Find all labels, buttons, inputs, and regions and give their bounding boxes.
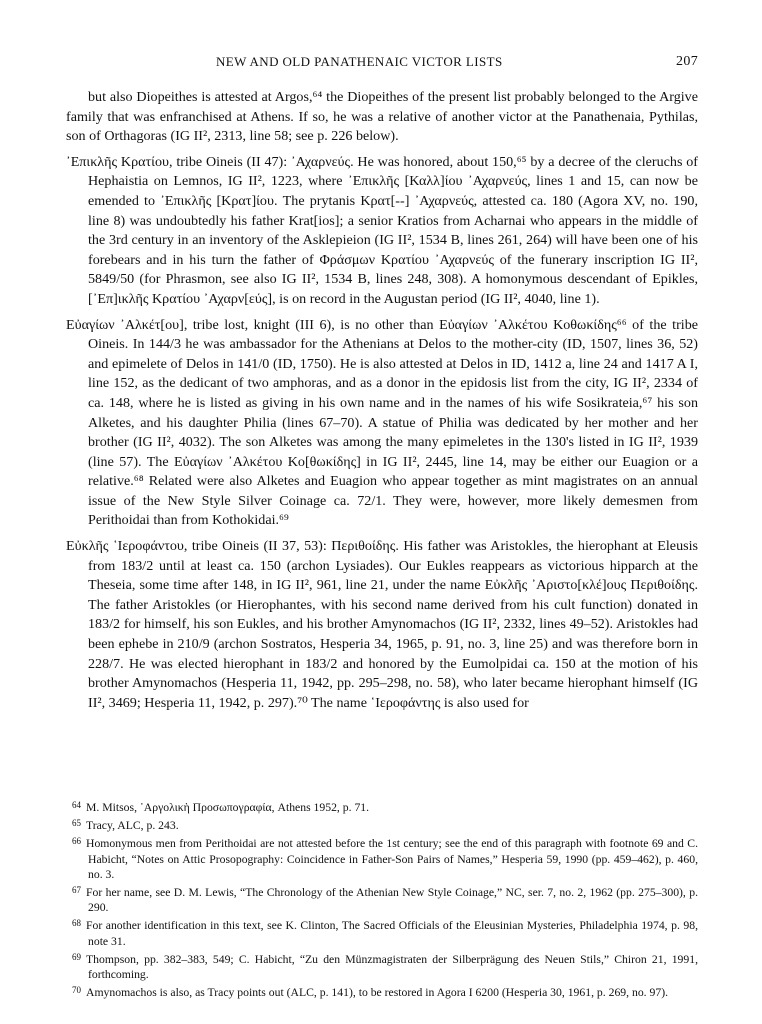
footnote-number: 64 (72, 800, 81, 810)
footnote-68 (66, 916, 698, 948)
footnote-text: M. Mitsos, ᾿Αργολικὴ Προσωπογραφία, Athens 1952, p. 71. (86, 801, 370, 814)
footnote-64 (66, 798, 698, 815)
footnote-number: 65 (72, 818, 81, 829)
footnote-text: Homonymous men from Perithoidai are not attested before the 1st century; see the end of this paragraph with footnote 69 and C. Habicht, “Notes on Attic Prosopography: Coincidence in Father-Son Pairs of Names,” Hesperia 59, 1990 (pp. 459–462), p. 460, no. 3. (86, 837, 698, 881)
entry-eukles: Εὐκλῆς ῾Ιεροφάντου, tribe Oineis (II 37, 53): Περιθοίδης. His father was Aristokles, the hierophant at Eleusis from 183/2 until at least ca. 150 (archon Lysiades). Our Eukles reappears as victorious hipparch at the Theseia, some time after 148, in IG II², 961, line 21, under the name Εὐκλῆς ᾿Αριστο[κλέ]ους Περιθοίδης. The father Aristokles (or Hierophantes, with his second name derived from his cult function) donated in 183/2 for himself, his son Eukles, and his brother Amynomachos (IG II², 2332, lines 49–52). Aristokles had been ephebe in 210/9 (archon Sostratos, Hesperia 34, 1965, p. 91, no. 3, line 25) and was therefore born in 228/7. He was elected hierophant in 183/2 and honored by the Eumolpidai ca. 150 at the motion of his brother Amynomachos (Hesperia 11, 1942, pp. 295–298, no. 58), who later became hierophant himself (IG II², 3469; Hesperia 11, 1942, p. 297).⁷⁰ The name ῾Ιεροφάντης is also used for (66, 538, 698, 711)
page-number: 207 (676, 54, 699, 69)
footnote-text: For her name, see D. M. Lewis, “The Chronology of the Athenian New Style Coinage,” NC, ser. 7, no. 2, 1962 (pp. 275–300), p. 290. (86, 886, 698, 915)
footnote-number: 67 (72, 885, 81, 896)
footnote-text: Tracy, ALC, p. 243. (86, 819, 179, 833)
footnote-number: 70 (72, 985, 81, 996)
running-title: NEW AND OLD PANATHENAIC VICTOR LISTS (216, 54, 503, 69)
footnote-69 (66, 950, 698, 982)
running-head (0, 52, 762, 72)
entry-epikles: ᾿Επικλῆς Κρατίου, tribe Oineis (II 47): ᾿Αχαρνεύς. He was honored, about 150,⁶⁵ by a decree of the cleruchs of Hephaistia on Lemnos, IG II², 1223, where ᾿Επικλῆς [Καλλ]ίου ᾿Αχαρνεύς, lines 1 and 15, can now be emended to ᾿Επικλῆς [Κρατ]ίου. The prytanis Κρατ[--] ᾿Αχαρνεύς, attested ca. 180 (Agora XV, no. 190, line 8) was undoubtedly his father Krat[ios]; a senior Kratios from Acharnai who appears in the middle of the 3rd century in an inventory of the Asklepieion (IG II², 1534 B, lines 261, 264) will have been one of his forebears and in his turn the father of Φράσμων Κρατίου ᾿Αχαρνεύς of the funerary inscription IG II², 5849/50 (for Phrasmon, see also IG II², 1534 B, lines 248, 308). A homonymous descendant of Epikles, [᾿Επ]ικλῆς Κρατίου ᾿Αχαρν[εύς], is on record in the Augustan period (IG II², 4040, line 1). (66, 153, 698, 307)
main-text (66, 88, 698, 719)
footnote-65 (66, 816, 698, 833)
entry-euagion: Εὐαγίων ᾿Αλκέτ[ου], tribe lost, knight (III 6), is no other than Εὐαγίων ᾿Αλκέτου Κοθωκίδης⁶⁶ of the tribe Oineis. In 144/3 he was ambassador for the Athenians at Delos to the mother-city (ID, 1507, lines 36, 52) and epimelete of Delos in 141/0 (ID, 1750). He is also attested at Delos in ID, 1412 a, line 24 and 1417 A I, line 152, as the dedicant of two amphoras, and as a donor in the epidosis list from the city, IG II², 2334 of ca. 148, where he is listed as giving in his own name and in the names of his wife Sosikrateia,⁶⁷ his son Alketes, and his daughter Philia (lines 67–70). A statue of Philia was dedicated by her mother and her brother (IG II², 4032). The son Alketes was among the many epimeletes in the 130's listed in IG II², 1939 (line 57). The Εὐαγίων ᾿Αλκέτου Κο[θωκίδης] in IG II², 2445, line 14, may be either our Euagion or a relative.⁶⁸ Related were also Alketes and Euagion who appear together as mint magistrates on an annual issue of the New Style Silver Coinage ca. 72/1. They were, however, more likely demesmen from Perithoidai than from Kothokidai.⁶⁹ (66, 316, 698, 529)
footnote-number: 68 (72, 918, 81, 929)
footnote-67 (66, 883, 698, 915)
paragraph-diopeithes: but also Diopeithes is attested at Argos,⁶⁴ the Diopeithes of the present list probably belonged to the Argive family that was enfranchised at Athens. If so, he was a relative of another victor at the Panathenaia, Pythilas, son of Orthagoras (IG II², 2313, line 58; see p. 226 below). (66, 89, 698, 145)
footnote-text: Amynomachos is also, as Tracy points out (ALC, p. 141), to be restored in Agora I 6200 (Hesperia 30, 1961, p. 269, no. 97). (86, 986, 669, 1000)
footnote-text: Thompson, pp. 382–383, 549; C. Habicht, “Zu den Münzmagistraten der Silberprägung des Neuen Stils,” Chiron 21, 1991, forthcoming. (86, 952, 698, 982)
footnote-text: For another identification in this text, see K. Clinton, The Sacred Officials of the Eleusinian Mysteries, Philadelphia 1974, p. 98, note 31. (86, 919, 698, 948)
footnote-number: 66 (72, 836, 81, 847)
footnote-number: 69 (72, 951, 81, 962)
footnote-70 (66, 983, 698, 1000)
footnotes (66, 798, 698, 1001)
footnote-66 (66, 834, 698, 882)
